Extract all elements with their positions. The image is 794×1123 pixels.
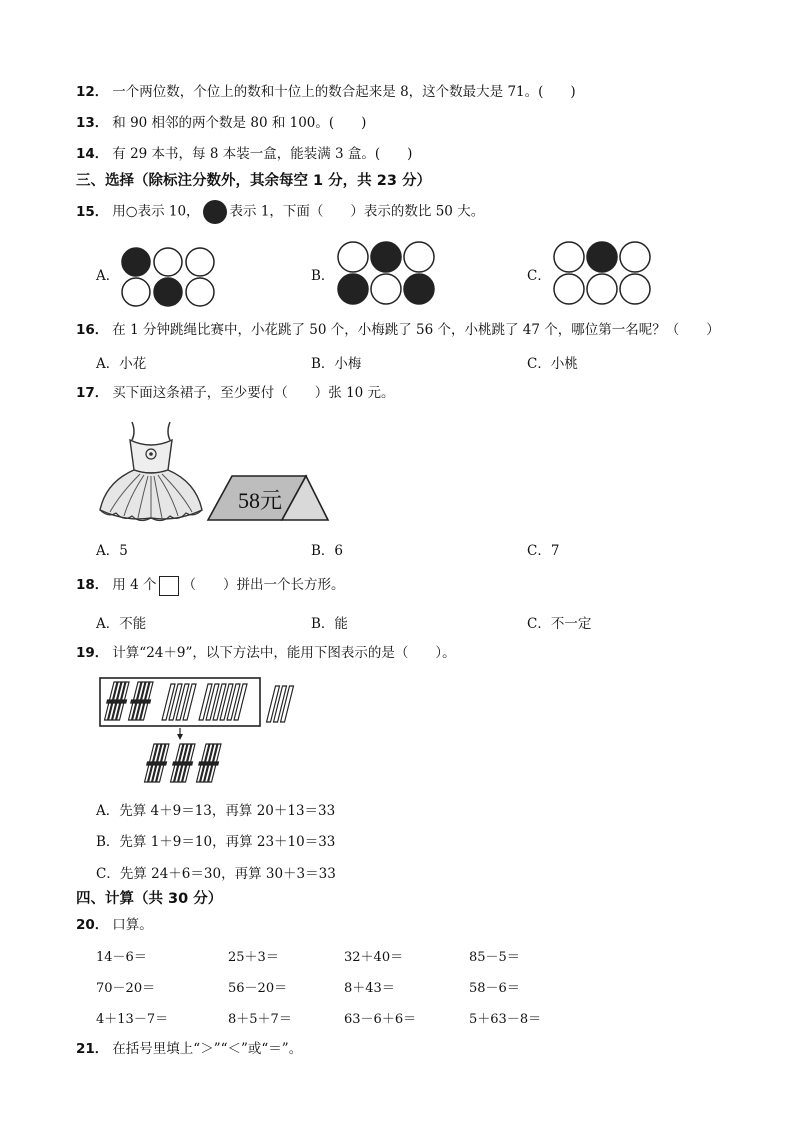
price-text: 58元 xyxy=(237,488,283,513)
counter-circles-b xyxy=(337,241,437,307)
question-text: 用○表示 10， xyxy=(112,203,200,220)
option-a: A．5 xyxy=(96,543,128,559)
option-b: B．6 xyxy=(311,543,344,559)
question-18 xyxy=(76,575,344,596)
section-heading-calc: 四、计算（共 30 分） xyxy=(76,891,223,907)
section-heading-choice: 三、选择（除标注分数外，其余每空 1 分，共 23 分） xyxy=(76,173,431,189)
question-text: 买下面这条裙子，至少要付（ ）张 10 元。 xyxy=(112,385,395,401)
black-dot-icon xyxy=(203,200,227,224)
question-number: 13． xyxy=(76,115,109,131)
question-14 xyxy=(76,144,412,164)
question-number: 17． xyxy=(76,385,109,401)
question-number: 15． xyxy=(76,203,109,220)
question-text: 在 1 分钟跳绳比赛中，小花跳了 50 个，小梅跳了 56 个，小桃跳了 47 个，哪位第一名呢？（ ） xyxy=(112,322,720,338)
calc-item: 8＋43＝ xyxy=(344,981,395,996)
question-16 xyxy=(76,320,720,340)
question-13 xyxy=(76,113,366,133)
question-text: 和 90 相邻的两个数是 80 和 100。( ) xyxy=(112,115,367,131)
counter-circles-a xyxy=(120,246,220,308)
option-a: A．不能 xyxy=(96,616,147,632)
sticks-bundle-diagram xyxy=(98,676,308,788)
calc-item: 56－20＝ xyxy=(228,981,288,996)
option-c: C．先算 24＋6＝30，再算 30＋3＝33 xyxy=(96,866,336,882)
option-b: B．能 xyxy=(311,616,348,632)
calc-item: 85－5＝ xyxy=(469,950,520,965)
square-icon xyxy=(159,576,179,596)
dress-illustration xyxy=(96,418,206,528)
calc-item: 58－6＝ xyxy=(469,981,520,996)
question-17 xyxy=(76,383,395,403)
question-number: 21． xyxy=(76,1041,109,1057)
calc-item: 14－6＝ xyxy=(96,950,147,965)
question-text: 口算。 xyxy=(112,917,153,933)
option-b: B．小梅 xyxy=(311,356,362,372)
option-c: C．7 xyxy=(527,543,560,559)
question-number: 18． xyxy=(76,577,109,593)
question-21 xyxy=(76,1039,302,1059)
option-b: B．先算 1＋9＝10，再算 23＋10＝33 xyxy=(96,834,336,850)
question-number: 14． xyxy=(76,146,109,162)
calc-item: 70－20＝ xyxy=(96,981,156,996)
question-text: （ ）拼出一个长方形。 xyxy=(182,577,345,593)
question-15 xyxy=(76,200,484,224)
question-19 xyxy=(76,643,456,663)
calc-item: 63－6＋6＝ xyxy=(344,1012,417,1027)
option-a-label: A． xyxy=(96,268,120,284)
option-a: A．先算 4＋9＝13，再算 20＋13＝33 xyxy=(96,803,336,819)
option-a: A．小花 xyxy=(96,356,147,372)
question-text: 计算“24＋9”，以下方法中，能用下图表示的是（ ）。 xyxy=(112,645,456,661)
calc-item: 8＋5＋7＝ xyxy=(228,1012,292,1027)
question-12 xyxy=(76,82,576,102)
option-c: C．不一定 xyxy=(527,616,592,632)
question-text: 一个两位数，个位上的数和十位上的数合起来是 8，这个数最大是 71。( ) xyxy=(112,84,576,100)
counter-circles-c xyxy=(553,241,653,307)
option-c-label: C． xyxy=(527,268,551,284)
calc-item: 4＋13－7＝ xyxy=(96,1012,169,1027)
question-number: 16． xyxy=(76,322,109,338)
question-20 xyxy=(76,915,153,935)
question-text: 在括号里填上“＞”“＜”或“＝”。 xyxy=(112,1041,303,1057)
option-b-label: B． xyxy=(311,268,335,284)
calc-item: 5＋63－8＝ xyxy=(469,1012,542,1027)
question-number: 19． xyxy=(76,645,109,661)
question-text: 表示 1，下面（ ）表示的数比 50 大。 xyxy=(229,203,485,220)
calc-item: 32＋40＝ xyxy=(344,950,404,965)
calc-item: 25＋3＝ xyxy=(228,950,279,965)
question-number: 12． xyxy=(76,84,109,100)
price-tag-prism xyxy=(206,472,330,522)
question-text: 有 29 本书，每 8 本装一盒，能装满 3 盒。( ) xyxy=(112,146,413,162)
question-text: 用 4 个 xyxy=(112,577,157,593)
question-number: 20． xyxy=(76,917,109,933)
option-c: C．小桃 xyxy=(527,356,578,372)
